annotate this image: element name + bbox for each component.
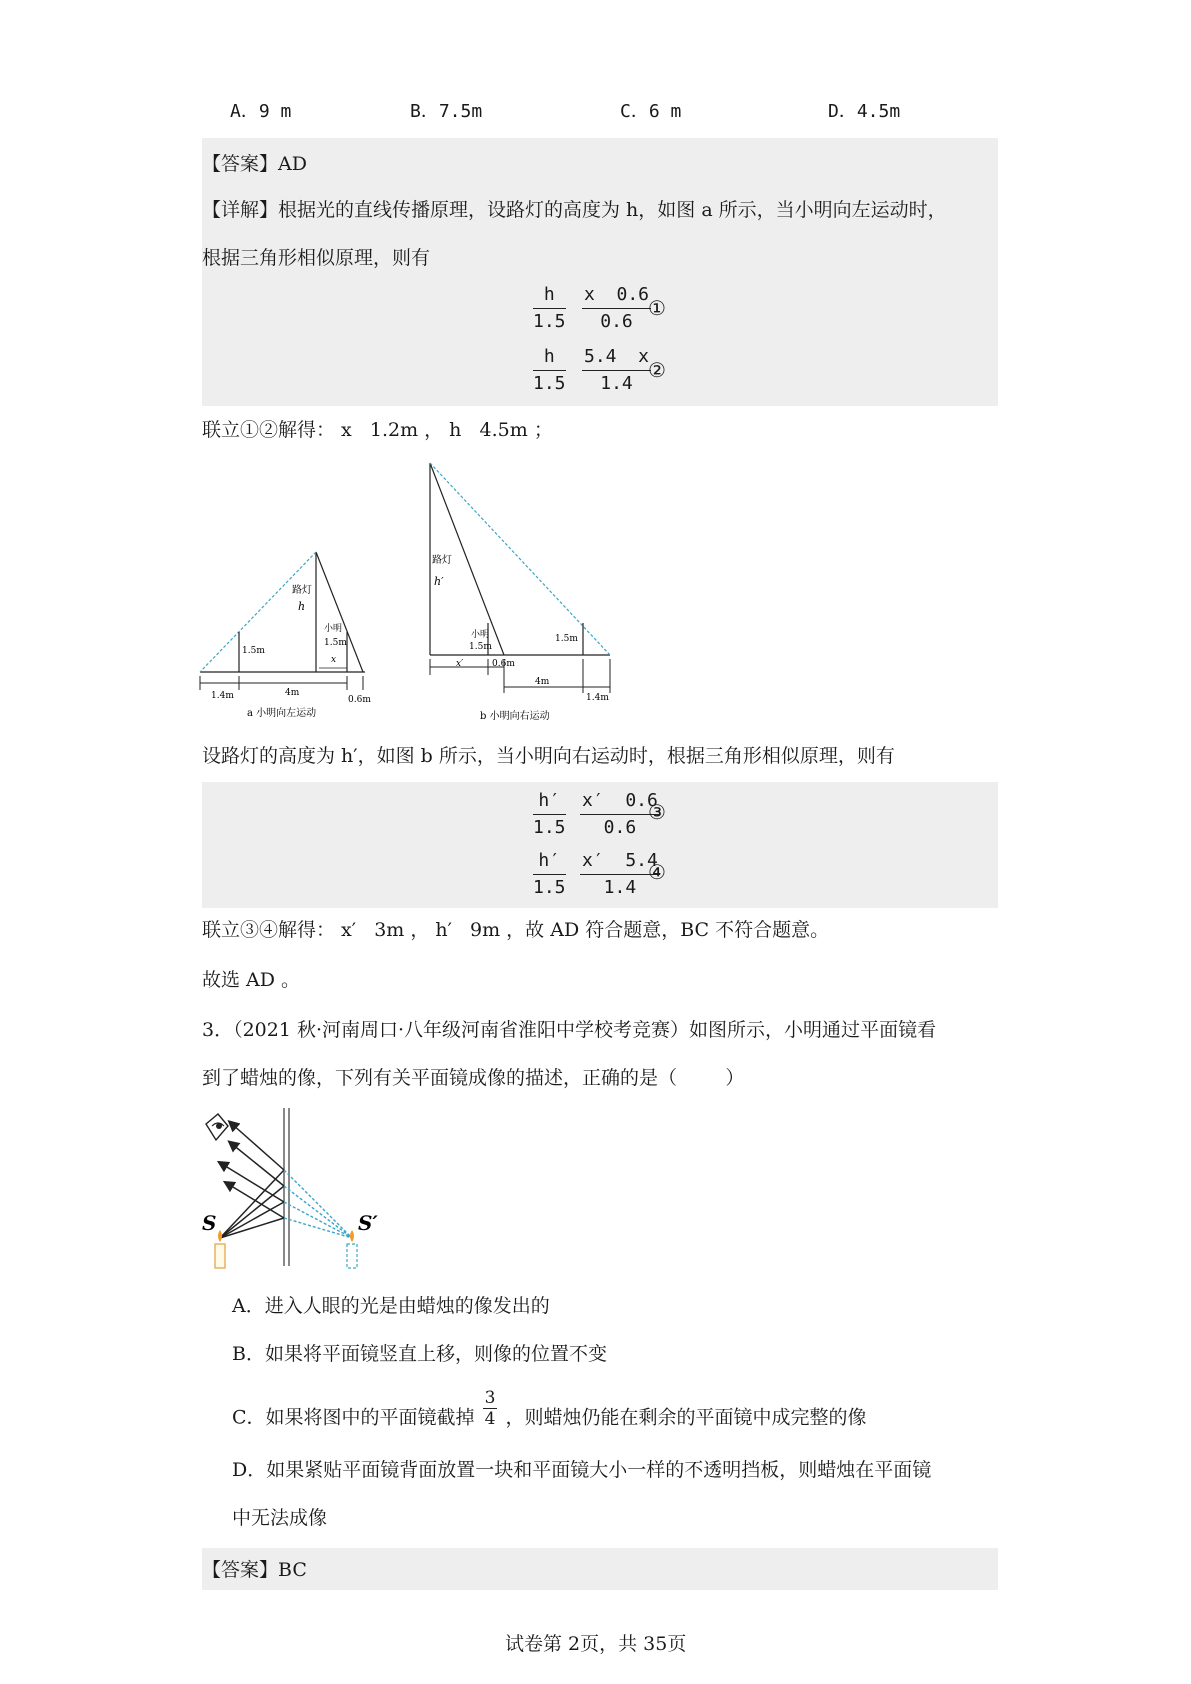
- page-footer: 试卷第 2页，共 35页: [505, 1633, 687, 1655]
- eq3-right-den: 0.6: [603, 817, 637, 838]
- eq3-left-den: 1.5: [533, 817, 566, 838]
- eye-icon: [206, 1114, 228, 1140]
- figure-b: [420, 455, 620, 725]
- fig-a-left-h: 1.5m: [242, 646, 265, 656]
- solve-line-1: 联立①②解得： x 1.2m ， h 4.5m ；: [202, 419, 553, 441]
- fig-b-person-h: 1.5m: [469, 642, 492, 652]
- eq2-mark: ②: [648, 358, 666, 382]
- eq2-right-fraction: [582, 346, 651, 394]
- eq4-left-den: 1.5: [533, 877, 566, 898]
- eq2-left-fraction: [533, 346, 566, 394]
- fig-a-x-label: x: [331, 655, 337, 665]
- fig-a-caption: a 小明向左运动: [247, 708, 317, 719]
- eq3-mark: ③: [648, 800, 666, 824]
- fig-b-d3: 1.4m: [586, 693, 609, 703]
- option-c: C．6 m: [620, 101, 682, 122]
- q3-answer: 【答案】BC: [202, 1559, 307, 1581]
- fig-a-lamp-label: 路灯: [292, 585, 312, 596]
- fig-b-person-label: 小明: [471, 630, 490, 640]
- fig-b-x-label: x′: [456, 659, 464, 669]
- eq1-right-num: x 0.6: [582, 284, 651, 309]
- mirror-figure: [198, 1106, 398, 1270]
- choose-line: 故选 AD 。: [202, 969, 301, 991]
- fig-a-light-ray: [316, 552, 363, 672]
- eq1-left-num: h: [533, 284, 566, 309]
- eq4-right-den: 1.4: [603, 877, 637, 898]
- figure-a: [195, 540, 385, 720]
- eq4-left-fraction: [533, 850, 566, 898]
- q3-option-d-line-1: D．如果紧贴平面镜背面放置一块和平面镜大小一样的不透明挡板，则蜡烛在平面镜: [232, 1459, 932, 1481]
- eq2-left-den: 1.5: [533, 373, 566, 394]
- eq4-right-num: x′ 5.4: [580, 850, 660, 875]
- option-d: D．4.5m: [828, 101, 901, 122]
- answer-block-3: [202, 1548, 998, 1590]
- q3-option-b: B．如果将平面镜竖直上移，则像的位置不变: [232, 1343, 607, 1365]
- eq4-mark: ④: [648, 860, 666, 884]
- eq1-right-den: 0.6: [600, 311, 633, 332]
- q3-option-c-post: ，则蜡烛仍能在剩余的平面镜中成完整的像: [505, 1406, 867, 1429]
- s-label: S: [202, 1211, 217, 1235]
- detail2-line-1: 设路灯的高度为 h′，如图 b 所示，当小明向右运动时，根据三角形相似原理，则有: [202, 745, 895, 767]
- eq2-left-num: h: [533, 346, 566, 371]
- eq1-right-fraction: [582, 284, 651, 332]
- fig-a-person-label: 小明: [324, 624, 343, 634]
- fig-b-d2: 4m: [535, 677, 550, 687]
- option-a: A．9 m: [230, 101, 292, 122]
- q3-line-2: 到了蜡烛的像，下列有关平面镜成像的描述，正确的是（ ）: [202, 1067, 745, 1089]
- eq2-right-den: 1.4: [600, 373, 633, 394]
- fig-a-d1: 1.4m: [211, 691, 234, 701]
- eq2-right-num: 5.4 x: [582, 346, 651, 371]
- q3-option-c-pre: C．如果将图中的平面镜截掉: [232, 1406, 475, 1429]
- eq3-left-fraction: [533, 790, 566, 838]
- fig-b-d1: 0.6m: [492, 659, 515, 669]
- eq1-left-fraction: [533, 284, 566, 332]
- q3-option-c-den: 4: [484, 1409, 496, 1429]
- eq1-mark: ①: [648, 296, 666, 320]
- fig-b-h-label: h′: [434, 575, 444, 588]
- eq3-left-num: h′: [533, 790, 566, 815]
- eq1-left-den: 1.5: [533, 311, 566, 332]
- fig-b-right-h: 1.5m: [555, 634, 578, 644]
- fig-a-h-label: h: [298, 600, 306, 613]
- answer-1: 【答案】AD: [202, 153, 307, 175]
- solve-line-2: 联立③④解得： x′ 3m ， h′ 9m ，故 AD 符合题意，BC 不符合题意。: [202, 919, 830, 941]
- q3-line-1: 3．（2021 秋·河南周口·八年级河南省淮阳中学校考竞赛）如图所示，小明通过平面镜看: [202, 1019, 937, 1041]
- option-b: B．7.5m: [410, 101, 483, 122]
- detail-line-1: 【详解】根据光的直线传播原理，设路灯的高度为 h，如图 a 所示，当小明向左运动时，: [202, 199, 947, 221]
- q3-option-a: A．进入人眼的光是由蜡烛的像发出的: [232, 1295, 550, 1317]
- fig-b-caption: b 小明向右运动: [480, 711, 550, 722]
- fig-b-lamp-label: 路灯: [432, 555, 452, 566]
- s-prime-label: S′: [358, 1211, 378, 1235]
- eq4-left-num: h′: [533, 850, 566, 875]
- fig-a-d2: 4m: [285, 688, 300, 698]
- q3-option-d-line-2: 中无法成像: [232, 1507, 328, 1529]
- eq3-right-num: x′ 0.6: [580, 790, 660, 815]
- detail-line-2: 根据三角形相似原理，则有: [202, 247, 431, 269]
- fig-a-d3: 0.6m: [348, 695, 371, 705]
- q3-option-c-fraction: [483, 1388, 498, 1429]
- q3-option-c: [232, 1388, 867, 1439]
- fig-a-person-h: 1.5m: [324, 638, 347, 648]
- q3-option-c-num: 3: [484, 1388, 496, 1408]
